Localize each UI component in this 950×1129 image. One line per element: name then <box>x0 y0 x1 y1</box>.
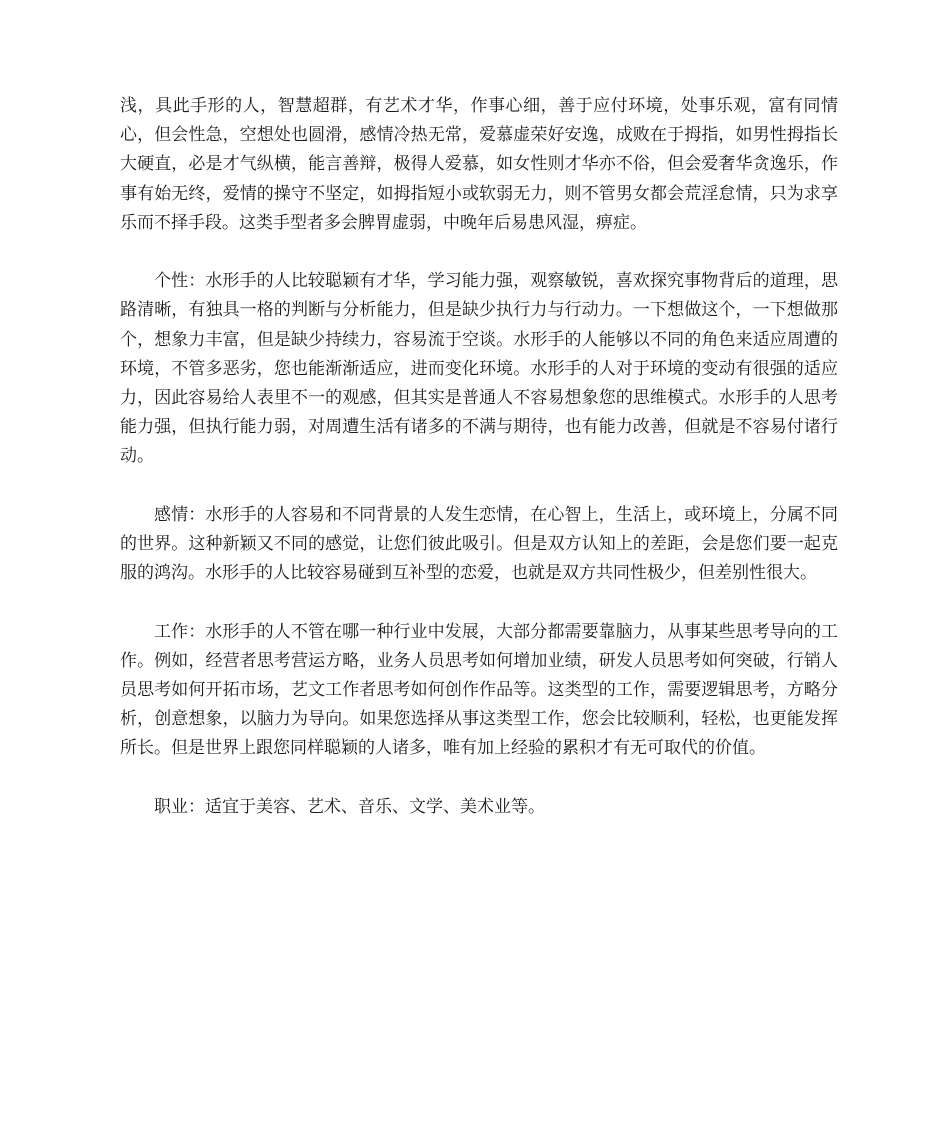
paragraph-work: 工作：水形手的人不管在哪一种行业中发展，大部分都需要靠脑力，从事某些思考导向的工作。例如，经营者思考营运方略，业务人员思考如何增加业绩，研发人员思考如何突破，行销人员思考如何开拓市场，艺文工作者思考如何创作作品等。这类型的工作，需要逻辑思考，方略分析，创意想象，以脑力为导向。如果您选择从事这类型工作，您会比较顺利，轻松，也更能发挥所长。但是世界上跟您同样聪颖的人诸多，唯有加上经验的累积才有无可取代的价值。 <box>120 621 838 759</box>
document-body <box>120 92 838 851</box>
paragraph-personality: 个性：水形手的人比较聪颖有才华，学习能力强，观察敏锐，喜欢探究事物背后的道理，思路清晰，有独具一格的判断与分析能力，但是缺少执行力与行动力。一下想做这个，一下想做那个，想象力丰富，但是缺少持续力，容易流于空谈。水形手的人能够以不同的角色来适应周遭的环境，不管多恶劣，您也能渐渐适应，进而变化环境。水形手的人对于环境的变动有很强的适应力，因此容易给人表里不一的观感，但其实是普通人不容易想象您的思维模式。水形手的人思考能力强，但执行能力弱，对周遭生活有诸多的不满与期待，也有能力改善，但就是不容易付诸行动。 <box>120 271 838 467</box>
paragraph-emotion: 感情：水形手的人容易和不同背景的人发生恋情，在心智上，生活上，或环境上，分属不同的世界。这种新颖又不同的感觉，让您们彼此吸引。但是双方认知上的差距，会是您们要一起克服的鸿沟。水形手的人比较容易碰到互补型的恋爱，也就是双方共同性极少，但差别性很大。 <box>120 504 838 584</box>
paragraph-career: 职业：适宜于美容、艺术、音乐、文学、美术业等。 <box>154 796 545 817</box>
paragraph-intro: 浅，具此手形的人，智慧超群，有艺术才华，作事心细，善于应付环境，处事乐观，富有同情心，但会性急，空想处也圆滑，感情冷热无常，爱慕虚荣好安逸，成败在于拇指，如男性拇指长大硬直，必是才气纵横，能言善辩，极得人爱慕，如女性则才华亦不俗，但会爱奢华贪逸乐，作事有始无终，爱情的操守不坚定，如拇指短小或软弱无力，则不管男女都会荒淫怠情，只为求享乐而不择手段。这类手型者多会脾胃虚弱，中晚年后易患风湿，痹症。 <box>120 96 838 233</box>
